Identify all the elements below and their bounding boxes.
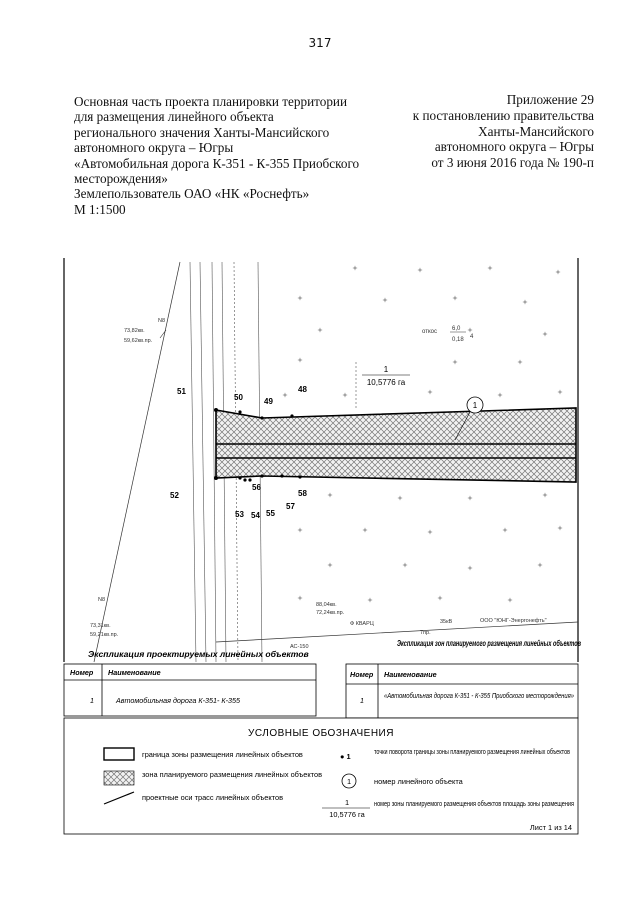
legend-item-label: проектные оси трасс линейных объектов <box>142 793 284 802</box>
point-label: 49 <box>264 397 273 406</box>
legend <box>64 718 578 834</box>
right-table-header-num: Номер <box>350 670 374 679</box>
left-table-title: Экспликация проектируемых линейных объектов <box>88 649 309 659</box>
pipeline-line <box>94 262 180 662</box>
point-label: 50 <box>234 393 243 402</box>
pipe-label: N8 <box>158 318 166 324</box>
page-number: 317 <box>308 36 332 50</box>
right-table-cell-num: 1 <box>360 696 364 705</box>
sheet-number: Лист 1 из 14 <box>529 823 572 832</box>
zone-number-label <box>356 362 410 410</box>
appendix-line: от 3 июня 2016 года № 190-п <box>431 155 594 171</box>
slope-note <box>422 326 474 343</box>
pipe-label: N8 <box>98 597 106 603</box>
pipe-label: 88,04кв. <box>316 602 337 608</box>
title-line: автономного округа – Югры <box>74 140 234 156</box>
legend-zone-num-bottom: 10,5776 га <box>329 810 365 819</box>
point-label: 57 <box>286 502 295 511</box>
appendix-line: Ханты-Мансийского <box>478 123 594 139</box>
appendix-line: к постановлению правительства <box>412 107 594 123</box>
legend-object-symbol: 1 <box>346 777 352 786</box>
left-table-header-name: Наименование <box>108 668 161 677</box>
title-line: «Автомобильная дорога К-351 - К-355 Приобского <box>74 155 360 171</box>
point-label: 53 <box>235 510 244 519</box>
pipe-label: 73,82кв. <box>124 328 145 334</box>
powerline-label: 7пр. <box>420 630 431 636</box>
svg-text:6,0: 6,0 <box>452 326 461 332</box>
legend-item-label: номер зоны планируемого размещения объектов площадь зоны размещения <box>374 799 574 808</box>
legend-turnpoint-symbol: ● 1 <box>340 752 351 761</box>
right-table-title-line1: Экспликация зон планируемого размещения линейных объектов <box>397 638 581 648</box>
right-table <box>346 664 578 718</box>
title-line: Основная часть проекта планировки территории <box>74 94 348 109</box>
point-label: 51 <box>177 387 186 396</box>
point-label: 52 <box>170 491 179 500</box>
legend-item-label: зона планируемого размещения линейных объектов <box>142 770 323 779</box>
left-table-cell-name: Автомобильная дорога К-351- К-355 <box>116 696 241 705</box>
svg-text:10,5776 га: 10,5776 га <box>366 378 406 387</box>
powerline-label: АС-150 <box>290 644 309 650</box>
svg-text:0,18: 0,18 <box>452 337 464 343</box>
pipe-label: 59,62кв.пр. <box>124 338 153 344</box>
title-line: для размещения линейного объекта <box>74 109 274 125</box>
legend-zone-swatch <box>104 771 134 785</box>
planned-zone-hatched <box>216 408 576 482</box>
legend-zone-num-top: 1 <box>344 798 350 807</box>
right-table-header-name: Наименование <box>384 670 437 679</box>
right-table-cell-name: «Автомобильная дорога К-351 - К-355 Приобского месторождения» <box>384 691 574 700</box>
legend-title: УСЛОВНЫЕ ОБОЗНАЧЕНИЯ <box>248 728 394 739</box>
title-line: месторождения» <box>74 171 168 187</box>
pipe-label: 72,24кв.пр. <box>316 610 345 616</box>
pipe-label: 73,31кв. <box>90 623 111 629</box>
appendix-line: автономного округа – Югры <box>434 139 594 155</box>
svg-text:4: 4 <box>470 334 474 340</box>
pipe-label: 59,21кв.пр. <box>90 632 119 638</box>
point-label: 56 <box>252 483 261 492</box>
object-number: 1 <box>472 401 478 410</box>
powerline-label: Ф КВАРЦ <box>350 621 374 627</box>
scale-line: М 1:1500 <box>74 201 126 217</box>
legend-item-label: граница зоны размещения линейных объектов <box>142 750 303 759</box>
legend-item-label: точки поворота границы зоны планируемого размещения линейных объектов <box>374 747 571 756</box>
legend-boundary-swatch <box>104 748 134 760</box>
svg-text:1: 1 <box>383 365 389 374</box>
left-table <box>64 664 316 716</box>
point-label: 55 <box>266 509 275 518</box>
point-label: 54 <box>251 511 260 520</box>
title-line: регионального значения Ханты-Мансийского <box>74 124 330 140</box>
left-table-cell-num: 1 <box>90 696 94 705</box>
powerline-label: 35кВ <box>440 619 453 625</box>
powerline-label: ООО "ЮНГ-Энергонефть" <box>480 618 547 624</box>
svg-text:откос: откос <box>422 329 437 335</box>
point-label: 48 <box>298 385 307 394</box>
left-table-header-num: Номер <box>70 668 94 677</box>
point-label: 58 <box>298 489 307 498</box>
appendix-line: Приложение 29 <box>506 92 594 107</box>
legend-item-label: номер линейного объекта <box>374 777 463 786</box>
title-line: Землепользователь ОАО «НК «Роснефть» <box>74 186 310 202</box>
